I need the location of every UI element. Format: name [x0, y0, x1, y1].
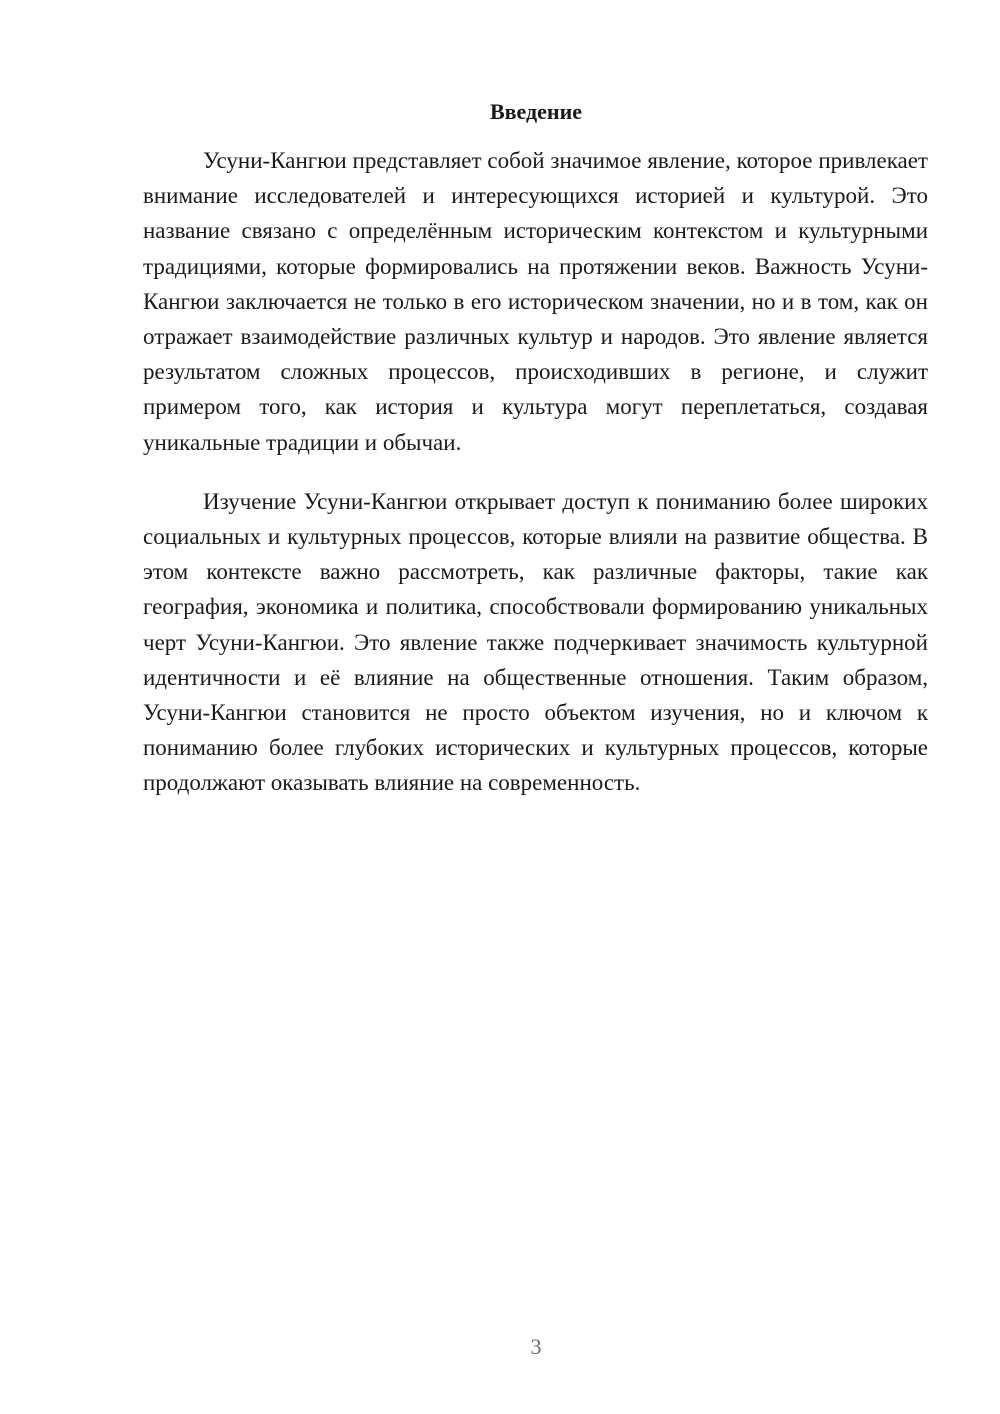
- body-text: [143, 143, 928, 825]
- paragraph: Усуни-Кангюи представляет собой значимое явление, которое привлекает внимание исследователей и интересующихся историей и культурой. Это название связано с определённым историческим контекстом и культурными традициями, которые формировались на протяжении веков. Важность Усуни-Кангюи заключается не только в его историческом значении, но и в том, как он отражает взаимодействие различных культур и народов. Это явление является результатом сложных процессов, происходивших в регионе, и служит примером того, как история и культура могут переплетаться, создавая уникальные традиции и обычаи.: [143, 148, 928, 455]
- paragraph: Изучение Усуни-Кангюи открывает доступ к пониманию более широких социальных и культурных процессов, которые влияли на развитие общества. В этом контексте важно рассмотреть, как различные факторы, такие как география, экономика и политика, способствовали формированию уникальных черт Усуни-Кангюи. Это явление также подчеркивает значимость культурной идентичности и её влияние на общественные отношения. Таким образом, Усуни-Кангюи становится не просто объектом изучения, но и ключом к пониманию более глубоких исторических и культурных процессов, которые продолжают оказывать влияние на современность.: [143, 488, 928, 796]
- page-number: 3: [530, 1334, 542, 1359]
- section-title: Введение: [489, 99, 583, 124]
